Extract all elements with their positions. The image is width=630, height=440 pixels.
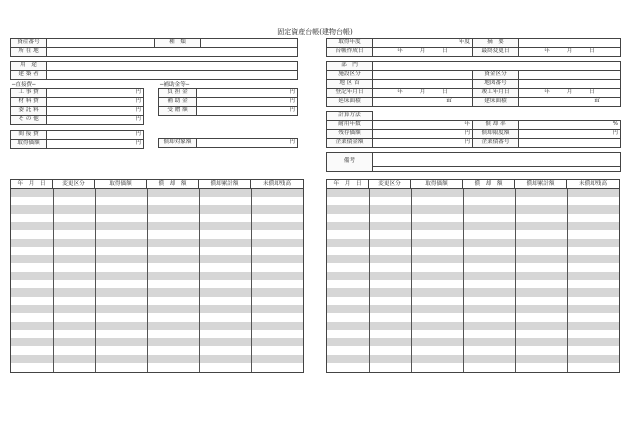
- history-row[interactable]: [327, 363, 619, 371]
- column-divider: [53, 189, 54, 372]
- material-field[interactable]: 円: [47, 98, 144, 107]
- other-field[interactable]: 円: [47, 116, 144, 125]
- history-row[interactable]: [327, 263, 619, 271]
- remarks-field[interactable]: [373, 153, 621, 172]
- land-label: 地 区 首: [327, 80, 373, 89]
- acq-year-field[interactable]: 年度: [373, 39, 473, 48]
- summary-field[interactable]: [519, 39, 621, 48]
- ledger-date-label: 台帳作成日: [327, 48, 373, 57]
- donation-field[interactable]: 円: [197, 107, 298, 116]
- subsidy-field[interactable]: 円: [197, 98, 298, 107]
- history-row[interactable]: [11, 230, 303, 238]
- history-row[interactable]: [11, 305, 303, 313]
- history-row[interactable]: [327, 346, 619, 354]
- column-divider: [95, 189, 96, 372]
- asset-class-field[interactable]: [519, 71, 621, 80]
- history-row[interactable]: [11, 363, 303, 371]
- history-row[interactable]: [327, 255, 619, 263]
- column-divider: [515, 189, 516, 372]
- acq-year-label: 取得年度: [327, 39, 373, 48]
- column-divider: [411, 189, 412, 372]
- history-row[interactable]: [11, 313, 303, 321]
- history-row[interactable]: [11, 263, 303, 271]
- calc-method-label: 計算方法: [327, 112, 373, 121]
- dept-label: 部 門: [327, 62, 373, 71]
- history-row[interactable]: [11, 280, 303, 288]
- outsourcing-label: 委 託 料: [11, 107, 47, 116]
- subsidy-table: [158, 88, 298, 116]
- land-no-field[interactable]: [519, 80, 621, 89]
- col-dep-amount: 償 却 額: [463, 180, 515, 188]
- dep-rate-field[interactable]: %: [519, 121, 621, 130]
- summary-label: 摘 要: [473, 39, 519, 48]
- residual-label: 残存価額: [327, 130, 373, 139]
- use-field[interactable]: [47, 62, 298, 71]
- column-divider: [463, 189, 464, 372]
- history-row[interactable]: [11, 338, 303, 346]
- dep-rate-label: 償 却 率: [473, 121, 519, 130]
- indirect-field[interactable]: 円: [47, 131, 144, 140]
- material-label: 材 料 費: [11, 98, 47, 107]
- burden-field[interactable]: 円: [197, 89, 298, 98]
- burden-label: 負 担 金: [159, 89, 197, 98]
- builder-field[interactable]: [47, 71, 298, 80]
- acq-amount-field[interactable]: 円: [47, 140, 144, 149]
- history-row[interactable]: [327, 247, 619, 255]
- history-row[interactable]: [327, 355, 619, 363]
- history-row[interactable]: [11, 346, 303, 354]
- col-book-value: 未償却残高: [263, 181, 291, 187]
- dep-target-field[interactable]: 円: [197, 139, 298, 148]
- history-row[interactable]: [327, 322, 619, 330]
- history-row[interactable]: [11, 322, 303, 330]
- history-row[interactable]: [11, 189, 303, 197]
- company-no-label: 企業債番号: [473, 139, 519, 148]
- asset-no-label: 資産番号: [11, 39, 47, 48]
- dep-target-label: 償却対象額: [159, 139, 197, 148]
- col-dep-total: 償却累計額: [199, 180, 251, 188]
- history-table-right: [326, 179, 620, 373]
- history-row[interactable]: [11, 330, 303, 338]
- complete-date-field[interactable]: 年 月 日: [519, 89, 621, 98]
- column-divider: [251, 189, 252, 372]
- last-change-label: 最終変更日: [473, 48, 519, 57]
- history-row[interactable]: [327, 214, 619, 222]
- history-row[interactable]: [327, 288, 619, 296]
- other-label: そ の 他: [11, 116, 47, 125]
- history-row[interactable]: [327, 205, 619, 213]
- asset-id-table: [10, 38, 298, 57]
- use-label: 用 途: [11, 62, 47, 71]
- complete-date-label: 竣工年月日: [473, 89, 519, 98]
- useful-life-field[interactable]: 年: [373, 121, 473, 130]
- direct-cost-table: [10, 88, 144, 125]
- column-divider: [567, 189, 568, 372]
- history-row[interactable]: [327, 330, 619, 338]
- facility-label: 施設区分: [327, 71, 373, 80]
- history-row[interactable]: [327, 230, 619, 238]
- reg-date-label: 登記年月日: [327, 89, 373, 98]
- page-title: 固定資産台帳(建物台帳): [277, 28, 353, 36]
- building-area-label: 建床面積: [473, 98, 519, 107]
- subsidy-label: 補 助 金: [159, 98, 197, 107]
- useful-life-label: 耐用年数: [327, 121, 373, 130]
- floor-area-field[interactable]: ㎡: [373, 98, 473, 107]
- dept-field[interactable]: [373, 62, 621, 71]
- category-label: 種 類: [155, 39, 201, 48]
- col-dep-total: 償却累計額: [515, 180, 567, 188]
- category-field[interactable]: [201, 39, 298, 48]
- history-body[interactable]: [327, 189, 619, 372]
- ledger-date-field[interactable]: 年 月 日: [373, 48, 473, 57]
- history-row[interactable]: [11, 197, 303, 205]
- asset-class-label: 資金区分: [473, 71, 519, 80]
- column-divider: [147, 189, 148, 372]
- depreciation-table: [326, 111, 621, 148]
- location-label: 所 在 地: [11, 48, 47, 57]
- construction-label: 工 事 費: [11, 89, 47, 98]
- use-table: [10, 61, 298, 80]
- col-acq-amount: 取得価額: [411, 180, 463, 188]
- company-no-field[interactable]: [519, 139, 621, 148]
- column-divider: [369, 189, 370, 372]
- dep-target-table: [158, 138, 298, 148]
- history-row[interactable]: [327, 280, 619, 288]
- history-row[interactable]: [327, 305, 619, 313]
- col-date: 年 月 日: [11, 180, 53, 188]
- column-divider: [199, 189, 200, 372]
- history-row[interactable]: [11, 288, 303, 296]
- dep-limit-field[interactable]: 円: [519, 130, 621, 139]
- history-table-left: [10, 179, 304, 373]
- residual-field[interactable]: 円: [373, 130, 473, 139]
- history-row[interactable]: [327, 338, 619, 346]
- history-row[interactable]: [327, 313, 619, 321]
- acq-amount-label: 取得価額: [11, 140, 47, 149]
- outsourcing-field[interactable]: 円: [47, 107, 144, 116]
- reg-date-field[interactable]: 年 月 日: [373, 89, 473, 98]
- remarks-label: 備考: [327, 153, 373, 172]
- history-row[interactable]: [11, 214, 303, 222]
- construction-field[interactable]: 円: [47, 89, 144, 98]
- history-row[interactable]: [11, 255, 303, 263]
- history-row[interactable]: [327, 197, 619, 205]
- col-acq-amount: 取得価額: [95, 180, 147, 188]
- history-row[interactable]: [11, 355, 303, 363]
- remarks-table: [326, 152, 621, 172]
- indirect-table: [10, 130, 144, 149]
- indirect-label: 間 接 費: [11, 131, 47, 140]
- history-row[interactable]: [327, 189, 619, 197]
- location-field[interactable]: [47, 48, 298, 57]
- acq-info-table: [326, 38, 621, 57]
- history-row[interactable]: [11, 272, 303, 280]
- land-no-label: 地図番号: [473, 80, 519, 89]
- col-change-type: 変更区分: [53, 180, 95, 188]
- history-row[interactable]: [327, 239, 619, 247]
- history-row[interactable]: [327, 297, 619, 305]
- col-change-type: 変更区分: [369, 180, 411, 188]
- builder-label: 建 築 者: [11, 71, 47, 80]
- history-row[interactable]: [327, 272, 619, 280]
- facility-field[interactable]: [373, 71, 473, 80]
- history-header-row: [327, 180, 619, 189]
- history-row[interactable]: [11, 239, 303, 247]
- history-row[interactable]: [11, 247, 303, 255]
- subsidy-header: ─補助金等─: [160, 82, 190, 88]
- building-area-field[interactable]: ㎡: [519, 98, 621, 107]
- company-debt-field[interactable]: 円: [373, 139, 473, 148]
- history-row[interactable]: [11, 222, 303, 230]
- col-book-value: 未償却残高: [579, 181, 607, 187]
- location-info-table: [326, 61, 621, 107]
- company-debt-label: 企業債金額: [327, 139, 373, 148]
- history-header-row: [11, 180, 303, 189]
- history-row[interactable]: [11, 297, 303, 305]
- last-change-field[interactable]: 年 月 日: [519, 48, 621, 57]
- history-body[interactable]: [11, 189, 303, 372]
- col-dep-amount: 償 却 額: [147, 180, 199, 188]
- history-row[interactable]: [11, 205, 303, 213]
- history-row[interactable]: [327, 222, 619, 230]
- donation-label: 受 贈 額: [159, 107, 197, 116]
- dep-limit-label: 償却限度額: [473, 130, 519, 139]
- land-field[interactable]: [373, 80, 473, 89]
- col-date: 年 月 日: [327, 180, 369, 188]
- asset-no-field[interactable]: [47, 39, 155, 48]
- floor-area-label: 延床面積: [327, 98, 373, 107]
- direct-cost-header: ─直接費─: [12, 82, 36, 88]
